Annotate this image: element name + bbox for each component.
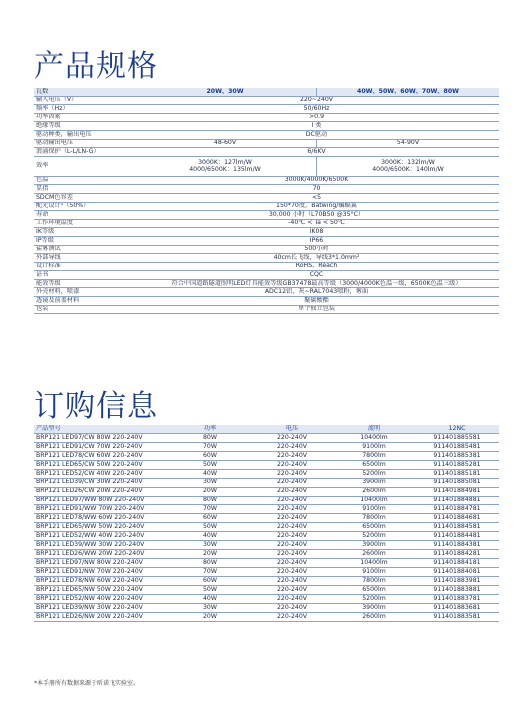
order-voltage-cell: 220-240V [251, 568, 333, 577]
order-power-cell: 70W [169, 442, 251, 451]
spec-row [34, 130, 499, 139]
spec-row [34, 219, 499, 228]
order-power-cell: 40W [169, 469, 251, 478]
spec-row [34, 96, 499, 105]
order-voltage-cell: 220-240V [251, 433, 333, 442]
spec-label: 寿命 [34, 211, 134, 220]
order-model-cell: BRP121 LED97/CW 80W 220-240V [34, 433, 169, 442]
order-model-cell: BRP121 LED52/NW 40W 220-240V [34, 594, 169, 603]
order-model-cell: BRP121 LED26/CW 20W 220-240V [34, 487, 169, 496]
spec-label: 驱动输出电压 [34, 139, 134, 148]
order-header-model: 产品型号 [34, 425, 169, 433]
order-voltage-cell: 220-240V [251, 541, 333, 550]
order-power-cell: 70W [169, 568, 251, 577]
order-row [34, 478, 499, 487]
spec-value-col2: 54-90V [317, 139, 500, 148]
order-flux-cell: 7800lm [333, 451, 415, 460]
order-voltage-cell: 220-240V [251, 550, 333, 559]
order-12nc-cell: 911401885181 [415, 469, 499, 478]
spec-value: 40cm长飞线，导线3*1.0mm² [134, 254, 499, 263]
order-row [34, 433, 499, 442]
order-voltage-cell: 220-240V [251, 559, 333, 568]
spec-value: 150*70度，Batwing/蝙蝠翼 [134, 202, 499, 211]
order-row [34, 460, 499, 469]
order-voltage-cell: 220-240V [251, 487, 333, 496]
spec-row [34, 185, 499, 194]
spec-row [34, 176, 499, 185]
order-power-cell: 30W [169, 603, 251, 612]
order-header-power: 功率 [169, 425, 251, 433]
order-flux-cell: 6500lm [333, 585, 415, 594]
order-flux-cell: 3900lm [333, 541, 415, 550]
spec-value: DC驱动 [134, 130, 499, 139]
order-power-cell: 30W [169, 478, 251, 487]
order-flux-cell: 2600lm [333, 550, 415, 559]
order-12nc-cell: 911401885381 [415, 451, 499, 460]
spec-table-body [34, 88, 499, 314]
spec-row [34, 271, 499, 280]
spec-value: I 类 [134, 122, 499, 131]
spec-header-col1: 20W、30W [134, 88, 317, 96]
order-12nc-cell: 911401883781 [415, 594, 499, 603]
order-voltage-cell: 220-240V [251, 514, 333, 523]
spec-row [34, 122, 499, 131]
spec-value: -40℃ < Ta < 50℃ [134, 219, 499, 228]
order-flux-cell: 2600lm [333, 612, 415, 621]
spec-row [34, 139, 499, 148]
order-table-body [34, 433, 499, 621]
spec-label: 外部导线 [34, 254, 134, 263]
order-12nc-cell: 911401885081 [415, 478, 499, 487]
order-header-voltage: 电压 [251, 425, 333, 433]
order-power-cell: 60W [169, 514, 251, 523]
order-table [34, 425, 499, 622]
spec-row [34, 105, 499, 114]
spec-value: ADC12铝，灰~RAL7043喷粉，雾面 [134, 288, 499, 297]
order-12nc-cell: 911401885481 [415, 442, 499, 451]
order-voltage-cell: 220-240V [251, 442, 333, 451]
footnote: *本手册所有数据来源于昕诺飞实验室。 [34, 680, 140, 687]
order-12nc-cell: 911401884081 [415, 568, 499, 577]
order-power-cell: 20W [169, 487, 251, 496]
order-power-cell: 80W [169, 559, 251, 568]
order-row [34, 603, 499, 612]
spec-value-col2 [317, 156, 500, 176]
order-power-cell: 70W [169, 505, 251, 514]
order-12nc-cell: 911401883681 [415, 603, 499, 612]
spec-value: 聚碳酸酯 [134, 297, 499, 306]
spec-value: 50/60Hz [134, 105, 499, 114]
order-voltage-cell: 220-240V [251, 451, 333, 460]
spec-value: 符合中国道路隧道照明LED灯具能效等级GB37478最高等级（3000/4000K色温一级，6500K色温三级） [134, 279, 499, 288]
order-flux-cell: 6500lm [333, 460, 415, 469]
order-12nc-cell: 911401883881 [415, 585, 499, 594]
order-12nc-cell: 911401883981 [415, 576, 499, 585]
spec-value: >0.9 [134, 113, 499, 122]
order-power-cell: 50W [169, 585, 251, 594]
order-voltage-cell: 220-240V [251, 576, 333, 585]
order-12nc-cell: 911401884481 [415, 532, 499, 541]
order-voltage-cell: 220-240V [251, 469, 333, 478]
order-model-cell: BRP121 LED97/NW 80W 220-240V [34, 559, 169, 568]
order-row [34, 532, 499, 541]
order-power-cell: 20W [169, 550, 251, 559]
order-flux-cell: 10400lm [333, 433, 415, 442]
order-voltage-cell: 220-240V [251, 478, 333, 487]
spec-value: IP66 [134, 236, 499, 245]
order-flux-cell: 3900lm [333, 478, 415, 487]
order-row [34, 505, 499, 514]
order-model-cell: BRP121 LED26/WW 20W 220-240V [34, 550, 169, 559]
order-12nc-cell: 911401884781 [415, 505, 499, 514]
order-voltage-cell: 220-240V [251, 496, 333, 505]
spec-label: 外壳材料，喷漆 [34, 288, 134, 297]
order-row [34, 514, 499, 523]
order-row [34, 469, 499, 478]
spec-row [34, 245, 499, 254]
order-power-cell: 30W [169, 541, 251, 550]
spec-value: IK08 [134, 228, 499, 237]
order-model-cell: BRP121 LED91/WW 70W 220-240V [34, 505, 169, 514]
order-row [34, 496, 499, 505]
order-12nc-cell: 911401884881 [415, 496, 499, 505]
spec-label: 浪涌保护（L-L/LN-G） [34, 148, 134, 157]
order-voltage-cell: 220-240V [251, 532, 333, 541]
order-voltage-cell: 220-240V [251, 523, 333, 532]
spec-value-line: 3000K：127lm/W [198, 158, 252, 166]
order-model-cell: BRP121 LED39/NW 30W 220-240V [34, 603, 169, 612]
order-model-cell: BRP121 LED65/NW 50W 220-240V [34, 585, 169, 594]
spec-label: 盐雾测试 [34, 245, 134, 254]
spec-value-line: 4000/6500K：140lm/W [372, 166, 444, 174]
order-row [34, 442, 499, 451]
order-power-cell: 80W [169, 496, 251, 505]
spec-label: 工作环境温度 [34, 219, 134, 228]
order-row [34, 568, 499, 577]
order-model-cell: BRP121 LED97/WW 80W 220-240V [34, 496, 169, 505]
spec-label: 显指 [34, 185, 134, 194]
spec-section-title: 产品规格 [34, 49, 158, 84]
spec-row [34, 148, 499, 157]
spec-value: 单个独立包装 [134, 305, 499, 314]
spec-value-col1 [134, 156, 317, 176]
spec-row [34, 211, 499, 220]
order-model-cell: BRP121 LED78/NW 60W 220-240V [34, 576, 169, 585]
spec-row [34, 113, 499, 122]
spec-label: 绝缘等级 [34, 122, 134, 131]
order-row [34, 523, 499, 532]
order-header-flux: 流明 [333, 425, 415, 433]
order-model-cell: BRP121 LED52/WW 40W 220-240V [34, 532, 169, 541]
order-power-cell: 20W [169, 612, 251, 621]
order-flux-cell: 7800lm [333, 514, 415, 523]
spec-row [34, 279, 499, 288]
order-power-cell: 50W [169, 523, 251, 532]
spec-row [34, 156, 499, 176]
spec-row [34, 288, 499, 297]
order-12nc-cell: 911401884281 [415, 550, 499, 559]
spec-row [34, 236, 499, 245]
order-flux-cell: 10400lm [333, 496, 415, 505]
spec-label: 能效等级 [34, 279, 134, 288]
order-row [34, 541, 499, 550]
spec-label: 输入电压（V） [34, 96, 134, 105]
order-model-cell: BRP121 LED39/CW 30W 220-240V [34, 478, 169, 487]
order-row [34, 594, 499, 603]
order-flux-cell: 5200lm [333, 532, 415, 541]
order-model-cell: BRP121 LED52/CW 40W 220-240V [34, 469, 169, 478]
spec-row [34, 297, 499, 306]
order-model-cell: BRP121 LED91/NW 70W 220-240V [34, 568, 169, 577]
order-flux-cell: 5200lm [333, 594, 415, 603]
spec-header-col2: 40W、50W、60W、70W、80W [317, 88, 500, 96]
order-flux-cell: 7800lm [333, 576, 415, 585]
spec-value: 3000K/4000K/6500K [134, 176, 499, 185]
order-model-cell: BRP121 LED65/CW 50W 220-240V [34, 460, 169, 469]
order-row [34, 559, 499, 568]
order-flux-cell: 9100lm [333, 568, 415, 577]
spec-label: IP等级 [34, 236, 134, 245]
order-header-12nc: 12NC [415, 425, 499, 433]
spec-header-row [34, 88, 499, 96]
order-row [34, 550, 499, 559]
spec-label: IK等级 [34, 228, 134, 237]
order-row [34, 451, 499, 460]
order-power-cell: 60W [169, 451, 251, 460]
order-section-title: 订购信息 [34, 389, 158, 424]
spec-value-col1: 48-60V [134, 139, 317, 148]
spec-row [34, 202, 499, 211]
order-model-cell: BRP121 LED39/WW 30W 220-240V [34, 541, 169, 550]
order-model-cell: BRP121 LED78/CW 60W 220-240V [34, 451, 169, 460]
order-flux-cell: 6500lm [333, 523, 415, 532]
order-12nc-cell: 911401884381 [415, 541, 499, 550]
spec-value: 6/6KV [134, 148, 499, 157]
spec-value: 70 [134, 185, 499, 194]
order-12nc-cell: 911401884981 [415, 487, 499, 496]
order-power-cell: 50W [169, 460, 251, 469]
spec-value-line: 3000K：132lm/W [381, 158, 435, 166]
spec-row [34, 262, 499, 271]
spec-value: 30,000 小时（L70B50 @35°C） [134, 211, 499, 220]
order-model-cell: BRP121 LED91/CW 70W 220-240V [34, 442, 169, 451]
order-model-cell: BRP121 LED26/NW 20W 220-240V [34, 612, 169, 621]
order-flux-cell: 9100lm [333, 442, 415, 451]
order-row [34, 487, 499, 496]
order-model-cell: BRP121 LED65/WW 50W 220-240V [34, 523, 169, 532]
spec-value: <5 [134, 193, 499, 202]
order-power-cell: 40W [169, 594, 251, 603]
spec-value: CQC [134, 271, 499, 280]
order-12nc-cell: 911401884581 [415, 523, 499, 532]
spec-label: 效率 [34, 156, 134, 176]
spec-row [34, 193, 499, 202]
order-voltage-cell: 220-240V [251, 460, 333, 469]
order-flux-cell: 3900lm [333, 603, 415, 612]
order-12nc-cell: 911401885281 [415, 460, 499, 469]
spec-label: 频率（Hz） [34, 105, 134, 114]
order-power-cell: 80W [169, 433, 251, 442]
spec-value-line: 4000/6500K：135lm/W [189, 166, 261, 174]
order-power-cell: 40W [169, 532, 251, 541]
order-voltage-cell: 220-240V [251, 505, 333, 514]
spec-label: SDCM色容差 [34, 193, 134, 202]
spec-label: 透镜及前盖材料 [34, 297, 134, 306]
order-flux-cell: 9100lm [333, 505, 415, 514]
spec-label: 色温 [34, 176, 134, 185]
order-power-cell: 60W [169, 576, 251, 585]
order-model-cell: BRP121 LED78/WW 60W 220-240V [34, 514, 169, 523]
spec-label: 驱动种类，输出电压 [34, 130, 134, 139]
order-row [34, 612, 499, 621]
order-12nc-cell: 911401883581 [415, 612, 499, 621]
order-12nc-cell: 911401884181 [415, 559, 499, 568]
order-voltage-cell: 220-240V [251, 612, 333, 621]
order-flux-cell: 5200lm [333, 469, 415, 478]
order-12nc-cell: 911401884681 [415, 514, 499, 523]
spec-row [34, 228, 499, 237]
order-flux-cell: 10400lm [333, 559, 415, 568]
spec-label: 设计标准 [34, 262, 134, 271]
spec-label: 包装 [34, 305, 134, 314]
spec-value: 500小时 [134, 245, 499, 254]
order-voltage-cell: 220-240V [251, 585, 333, 594]
spec-row [34, 254, 499, 263]
spec-value: RoHS，Reach [134, 262, 499, 271]
order-12nc-cell: 911401885581 [415, 433, 499, 442]
order-voltage-cell: 220-240V [251, 594, 333, 603]
spec-label: 配光设计¹（50%） [34, 202, 134, 211]
order-flux-cell: 2600lm [333, 487, 415, 496]
order-header-row [34, 425, 499, 433]
spec-header-label: 瓦数 [34, 88, 134, 96]
spec-label: 证书 [34, 271, 134, 280]
spec-table [34, 88, 499, 314]
spec-row [34, 305, 499, 314]
order-row [34, 576, 499, 585]
order-voltage-cell: 220-240V [251, 603, 333, 612]
order-row [34, 585, 499, 594]
spec-label: 功率因素 [34, 113, 134, 122]
spec-value: 220~240V [134, 96, 499, 105]
